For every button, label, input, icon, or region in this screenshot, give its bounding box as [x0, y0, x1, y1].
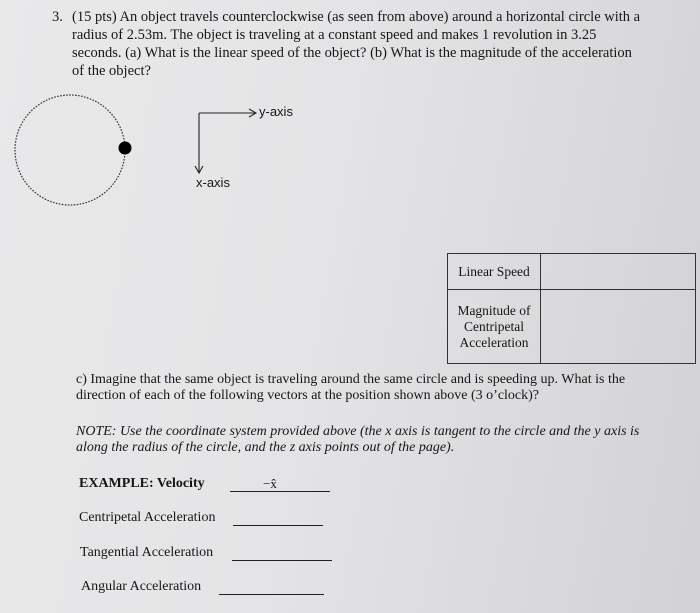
centripetal-acceleration-blank[interactable]	[233, 525, 323, 526]
y-axis-label: y-axis	[259, 104, 293, 119]
example-label: EXAMPLE: Velocity	[79, 476, 205, 491]
object-dot	[119, 142, 132, 155]
tangential-acceleration-blank[interactable]	[232, 560, 332, 561]
y-axis-arrow	[199, 109, 256, 117]
circle-path	[15, 95, 125, 205]
question-text: (15 pts) An object travels counterclockwise (as seen from above) around a horizontal circle with a radius of 2.53m. The object is traveling at a constant speed and makes 1 revolution in 3.25 seconds. (a) What is the linear speed of the object? (b) What is the magnitude of the acceleration of the object?	[72, 9, 641, 79]
angular-acceleration-blank[interactable]	[219, 594, 324, 595]
tangential-acceleration-label: Tangential Acceleration	[80, 545, 214, 560]
example-answer-line	[230, 491, 330, 492]
table-row	[448, 290, 696, 364]
centripetal-magnitude-answer-cell[interactable]	[541, 290, 696, 364]
centripetal-acceleration-label: Centripetal Acceleration	[79, 510, 216, 525]
linear-speed-answer-cell[interactable]	[541, 254, 696, 290]
x-axis-label: x-axis	[196, 175, 230, 190]
example-answer: −x̂	[263, 476, 277, 491]
table-row	[448, 254, 696, 290]
linear-speed-label: Linear Speed	[448, 254, 541, 290]
centripetal-magnitude-label: Magnitude of Centripetal Acceleration	[448, 290, 541, 364]
answer-table	[447, 253, 696, 364]
x-axis-arrow	[195, 113, 203, 173]
question-number: 3.	[52, 9, 63, 25]
note-text: NOTE: Use the coordinate system provided above (the x axis is tangent to the circle and the y axis is along the radius of the circle, and the z axis points out of the page).	[76, 424, 640, 455]
angular-acceleration-label: Angular Acceleration	[81, 579, 202, 594]
part-c-text: c) Imagine that the same object is traveling around the same circle and is speeding up. What is the direction of each of the following vectors at the position shown above (3 o’clock)?	[76, 372, 626, 403]
